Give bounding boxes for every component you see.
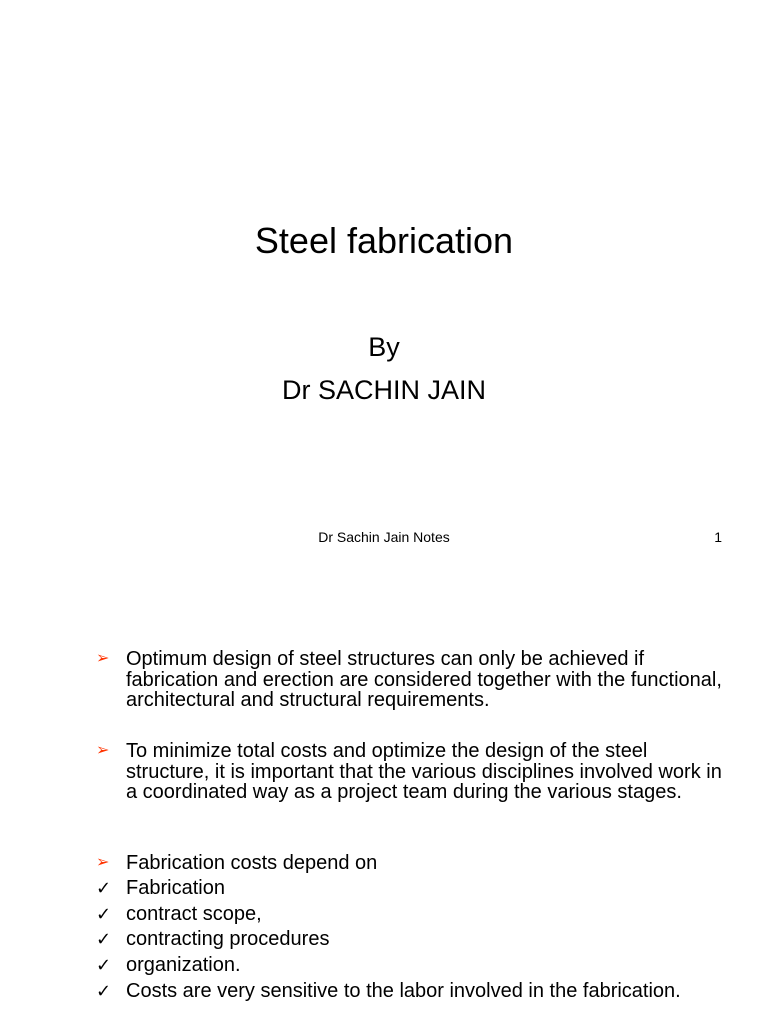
slide-title: Steel fabrication (254, 220, 514, 261)
slide-bullet-list (0, 576, 768, 1024)
bullet-item (96, 853, 736, 874)
page-number: 1 (714, 529, 722, 545)
bullet-text: Fabrication costs depend on (126, 852, 378, 874)
check-text: organization. (126, 954, 241, 976)
check-item (96, 904, 736, 925)
bullet-item (96, 649, 736, 711)
check-text: Costs are very sensitive to the labor involved in the fabrication. (126, 980, 681, 1002)
checkmark-bullet-icon: ✓ (96, 929, 112, 949)
arrowhead-bullet-icon: ➢ (96, 854, 110, 871)
bullet-text: Optimum design of steel structures can only be achieved if fabrication and erection are considered together with the functional, architectural and structural requirements. (126, 648, 722, 711)
bullet-text: To minimize total costs and optimize the design of the steel structure, it is important that the various disciplines involved work in a coordinated way as a project team during the various stages. (126, 740, 722, 803)
check-text: contract scope, (126, 903, 262, 925)
checkmark-bullet-icon: ✓ (96, 878, 112, 898)
checkmark-bullet-icon: ✓ (96, 904, 112, 924)
check-text: contracting procedures (126, 928, 330, 950)
author-name: Dr SACHIN JAIN (281, 375, 487, 405)
bullet-item (96, 741, 736, 803)
arrowhead-bullet-icon: ➢ (96, 650, 110, 667)
by-label: By (368, 332, 400, 362)
check-item (96, 929, 736, 950)
footer-note: Dr Sachin Jain Notes (318, 529, 450, 545)
checkmark-bullet-icon: ✓ (96, 955, 112, 975)
checkmark-bullet-icon: ✓ (96, 981, 112, 1001)
check-item (96, 981, 736, 1002)
check-item (96, 878, 736, 899)
check-text: Fabrication (126, 877, 225, 899)
check-item (96, 955, 736, 976)
arrowhead-bullet-icon: ➢ (96, 742, 110, 759)
